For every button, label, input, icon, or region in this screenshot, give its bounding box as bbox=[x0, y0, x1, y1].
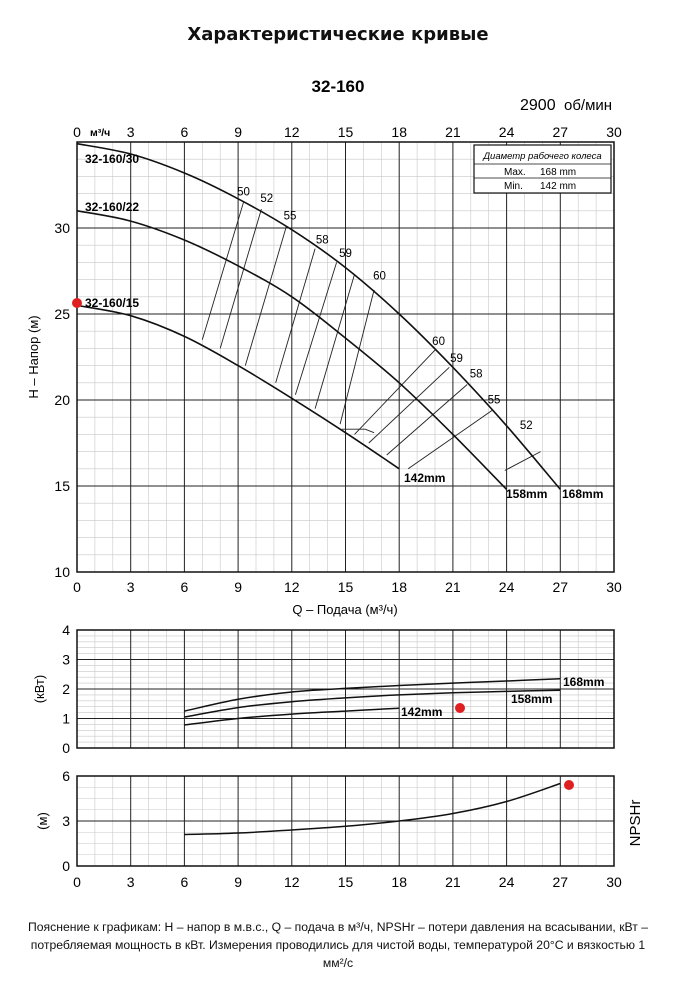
y-tick-label: 0 bbox=[62, 858, 70, 874]
head-plot bbox=[26, 77, 622, 617]
x-tick-label-top: 12 bbox=[284, 124, 300, 140]
series-label: 142mm bbox=[401, 705, 443, 719]
series-label: 32-160/15 bbox=[85, 296, 140, 310]
footnote: Пояснение к графикам: H – напор в м.в.с., Q – подача в м³/ч, NPSHr – потери давления на всасывании, кВт – потребляемая мощность в кВт. Измерения проводились для чистой воды, температурой 20°C и вязкостью 1 мм²/с bbox=[27, 920, 648, 970]
x-tick-label: 12 bbox=[284, 579, 300, 595]
x-tick-label: 3 bbox=[126, 874, 135, 890]
npsh-curve bbox=[184, 784, 560, 835]
y-tick-label: 3 bbox=[62, 813, 70, 829]
efficiency-label: 55 bbox=[283, 210, 297, 223]
npsh-label: NPSHr bbox=[627, 799, 644, 847]
efficiency-line bbox=[220, 209, 261, 348]
y-tick-label: 20 bbox=[54, 392, 70, 408]
x-tick-label: 21 bbox=[445, 874, 461, 890]
x-tick-label: 0 bbox=[73, 579, 81, 595]
x-tick-label: 24 bbox=[498, 579, 515, 595]
efficiency-label: 58 bbox=[315, 234, 329, 247]
end-label: 168mm bbox=[562, 487, 604, 501]
page-title: Характеристические кривые bbox=[187, 24, 489, 45]
x-tick-label-top: 30 bbox=[606, 124, 622, 140]
y-axis-label: H – Напор (м) bbox=[26, 315, 41, 399]
efficiency-label: 58 bbox=[469, 368, 483, 381]
red-marker bbox=[564, 780, 574, 790]
x-tick-label: 6 bbox=[180, 579, 189, 595]
x-tick-label-top: 3 bbox=[126, 124, 135, 140]
y-tick-label: 2 bbox=[62, 681, 70, 697]
speed-value: 2900 bbox=[520, 97, 556, 114]
y-tick-label: 1 bbox=[62, 710, 70, 727]
x-tick-label: 30 bbox=[606, 874, 622, 890]
end-label: 158mm bbox=[506, 487, 548, 501]
x-tick-label: 15 bbox=[337, 874, 354, 890]
efficiency-label: 60 bbox=[432, 335, 445, 348]
efficiency-line bbox=[505, 452, 541, 471]
efficiency-label: 50 bbox=[237, 186, 250, 199]
x-tick-label: 30 bbox=[606, 579, 622, 595]
y-tick-label: 4 bbox=[62, 622, 70, 638]
x-tick-label: 9 bbox=[234, 874, 242, 890]
efficiency-label: 59 bbox=[339, 248, 352, 261]
end-label: 142mm bbox=[404, 471, 446, 485]
legend-title: Диаметр рабочего колеса bbox=[483, 151, 602, 162]
efficiency-line bbox=[408, 410, 492, 469]
red-marker bbox=[72, 298, 82, 308]
efficiency-label: 60 bbox=[373, 270, 386, 283]
x-tick-label-top: 24 bbox=[498, 124, 515, 140]
series-label: 32-160/30 bbox=[85, 152, 140, 166]
y-tick-label: 10 bbox=[54, 564, 70, 580]
x-tick-label: 21 bbox=[445, 579, 461, 595]
y-tick-label: 6 bbox=[62, 768, 70, 784]
x-tick-label: 12 bbox=[284, 874, 300, 890]
speed-unit: об/мин bbox=[564, 97, 613, 114]
x-tick-label: 27 bbox=[552, 579, 569, 595]
y-tick-label: 25 bbox=[54, 306, 70, 322]
power-plot bbox=[32, 622, 614, 756]
legend-row-value: 142 mm bbox=[540, 181, 577, 192]
power-curve bbox=[184, 690, 560, 717]
x-tick-label-top: 27 bbox=[552, 124, 569, 140]
efficiency-line bbox=[276, 249, 315, 383]
legend-row-value: 168 mm bbox=[540, 167, 577, 178]
model-name: 32-160 bbox=[311, 77, 365, 96]
efficiency-label: 59 bbox=[450, 353, 463, 366]
series-label: 158mm bbox=[511, 692, 553, 706]
legend-row-key: Min. bbox=[504, 181, 523, 192]
efficiency-line bbox=[202, 202, 243, 340]
efficiency-label: 52 bbox=[519, 420, 533, 433]
x-tick-label: 18 bbox=[391, 579, 407, 595]
x-tick-label: 3 bbox=[126, 579, 135, 595]
y-tick-label: 30 bbox=[54, 220, 70, 236]
npsh-plot bbox=[35, 768, 644, 890]
x-tick-label-top: 6 bbox=[180, 124, 189, 140]
x-tick-label-top: 0 bbox=[73, 124, 81, 140]
x-tick-label-top: 18 bbox=[391, 124, 407, 140]
y-tick-label: 3 bbox=[62, 651, 70, 668]
x-tick-label-top: 15 bbox=[337, 124, 354, 140]
efficiency-line bbox=[245, 226, 286, 365]
x-axis-label: Q – Подача (м³/ч) bbox=[292, 602, 398, 617]
x-tick-label: 18 bbox=[391, 874, 407, 890]
x-tick-label: 9 bbox=[234, 579, 242, 595]
y-tick-label: 0 bbox=[62, 740, 70, 756]
series-label: 32-160/22 bbox=[85, 200, 140, 214]
flow-unit-label: м³/ч bbox=[90, 127, 111, 139]
decor bbox=[72, 298, 574, 790]
efficiency-label: 55 bbox=[487, 394, 501, 407]
y-tick-label: 15 bbox=[54, 478, 70, 494]
x-tick-label-top: 9 bbox=[234, 124, 242, 140]
y-axis-label: (м) bbox=[35, 812, 50, 830]
x-tick-label: 27 bbox=[552, 874, 569, 890]
x-tick-label: 6 bbox=[180, 874, 189, 890]
y-axis-label: (кВт) bbox=[32, 674, 47, 704]
efficiency-line bbox=[295, 262, 336, 394]
red-marker bbox=[455, 703, 465, 713]
x-tick-label: 15 bbox=[337, 579, 354, 595]
x-tick-label: 24 bbox=[498, 874, 515, 890]
series-label: 168mm bbox=[563, 675, 605, 689]
efficiency-line bbox=[369, 367, 450, 443]
efficiency-label: 52 bbox=[260, 193, 274, 206]
x-tick-label-top: 21 bbox=[445, 124, 461, 140]
x-tick-label: 0 bbox=[73, 874, 81, 890]
legend-row-key: Max. bbox=[504, 167, 526, 178]
